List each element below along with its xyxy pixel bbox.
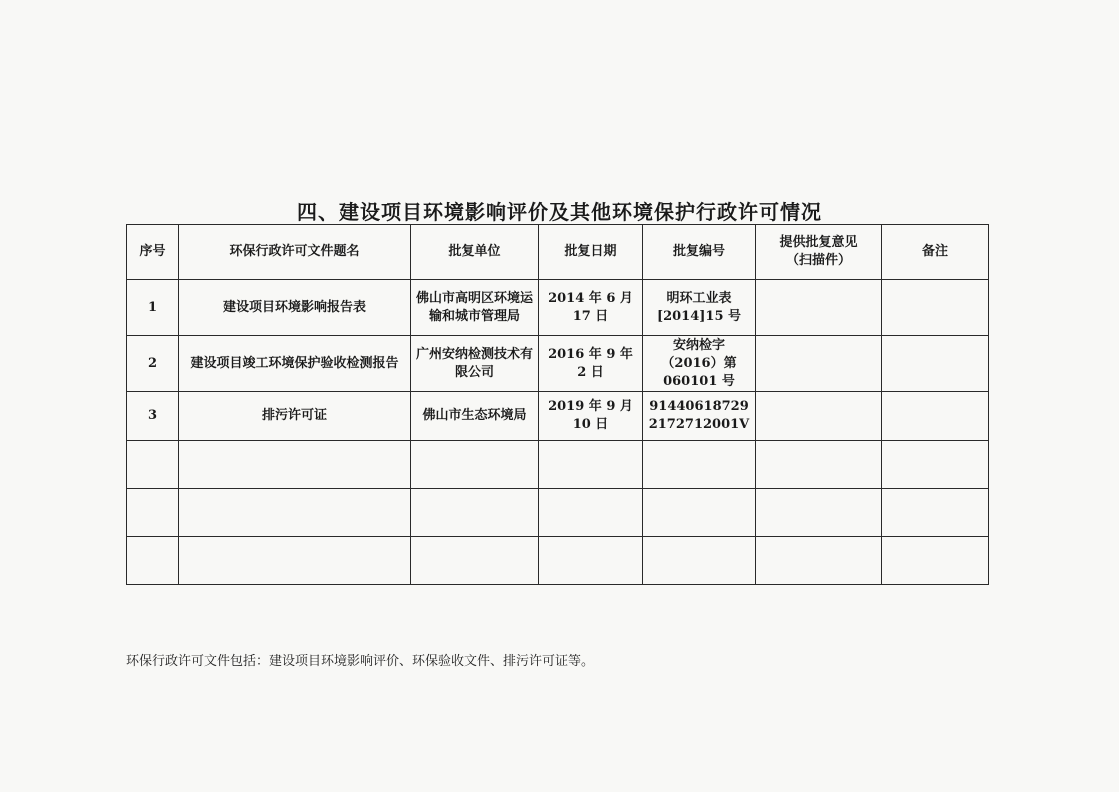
- cell-approval-number: 明环工业表 [2014]15 号: [643, 280, 756, 336]
- cell-approval-number: 914406187292172712001V: [643, 392, 756, 441]
- table-row-empty: [127, 489, 989, 537]
- header-approval-number: 批复编号: [643, 225, 756, 280]
- header-approval-unit: 批复单位: [411, 225, 539, 280]
- cell-index: 1: [127, 280, 179, 336]
- cell-remarks: [882, 336, 989, 392]
- header-document-title: 环保行政许可文件题名: [179, 225, 411, 280]
- cell-index: 2: [127, 336, 179, 392]
- cell-approval-unit: 广州安纳检测技术有限公司: [411, 336, 539, 392]
- table-row: [127, 336, 989, 392]
- table-row: [127, 280, 989, 336]
- cell-approval-number: 安纳检字（2016）第 060101 号: [643, 336, 756, 392]
- table-row-empty: [127, 441, 989, 489]
- header-scan-provided: 提供批复意见 （扫描件）: [756, 225, 882, 280]
- cell-approval-date: 2014 年 6 月 17 日: [539, 280, 643, 336]
- cell-document-title: 排污许可证: [179, 392, 411, 441]
- cell-approval-date: 2019 年 9 月 10 日: [539, 392, 643, 441]
- cell-approval-date: 2016 年 9 年 2 日: [539, 336, 643, 392]
- table-header-row: [127, 225, 989, 280]
- cell-index: 3: [127, 392, 179, 441]
- cell-document-title: 建设项目环境影响报告表: [179, 280, 411, 336]
- cell-remarks: [882, 280, 989, 336]
- header-remarks: 备注: [882, 225, 989, 280]
- cell-scan-provided: [756, 392, 882, 441]
- footnote: 环保行政许可文件包括：建设项目环境影响评价、环保验收文件、排污许可证等。: [126, 654, 595, 669]
- permits-table: [126, 224, 989, 585]
- table-row: [127, 392, 989, 441]
- header-index: 序号: [127, 225, 179, 280]
- cell-scan-provided: [756, 280, 882, 336]
- cell-approval-unit: 佛山市高明区环境运输和城市管理局: [411, 280, 539, 336]
- page-title: 四、建设项目环境影响评价及其他环境保护行政许可情况: [297, 200, 822, 224]
- header-approval-date: 批复日期: [539, 225, 643, 280]
- table-row-empty: [127, 537, 989, 585]
- cell-scan-provided: [756, 336, 882, 392]
- cell-document-title: 建设项目竣工环境保护验收检测报告: [179, 336, 411, 392]
- cell-remarks: [882, 392, 989, 441]
- cell-approval-unit: 佛山市生态环境局: [411, 392, 539, 441]
